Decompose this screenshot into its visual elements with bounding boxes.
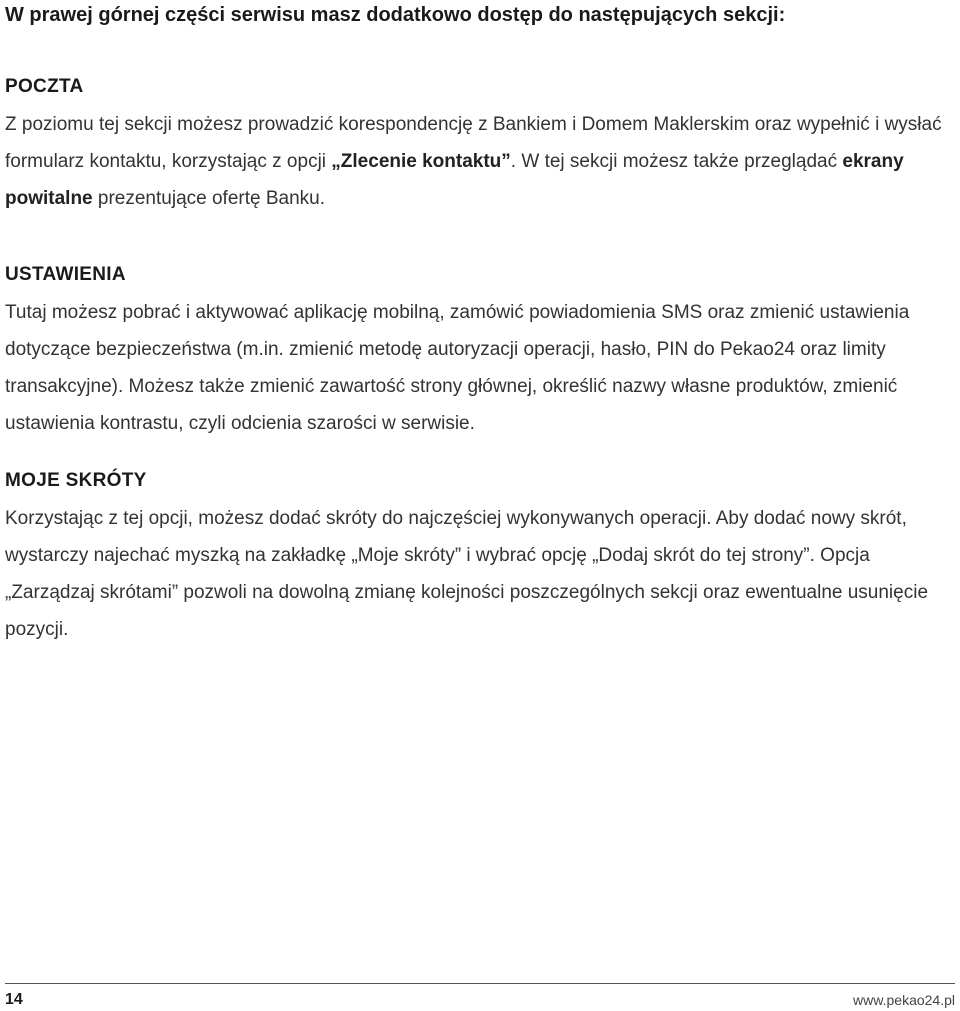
ekrany-powitalne-term: ekrany powitalne <box>5 151 904 209</box>
section-body-ustawienia: Tutaj możesz pobrać i aktywować aplikację mobilną, zamówić powiadomienia SMS oraz zmienić ustawienia dotyczące bezpieczeństwa (m.in. zmienić metodę autoryzacji operacji, hasło, PIN do Pekao24 oraz limity transakcyjne). Możesz także zmienić zawartość strony głównej, określić nazwy własne produktów, zmienić ustawienia kontrastu, czyli odcienia szarości w serwisie. <box>5 302 910 434</box>
section-poczta <box>5 76 945 217</box>
section-title-ustawienia: USTAWIENIA <box>5 264 126 285</box>
zlecenie-kontaktu-term: „Zlecenie kontaktu” <box>331 151 511 172</box>
page-number: 14 <box>5 991 23 1008</box>
poczta-text-1: Z poziomu tej sekcji możesz prowadzić korespondencję z Bankiem i Domem Maklerskim oraz wypełnić i wysłać formularz kontaktu, korzystając z opcji <box>5 114 942 172</box>
section-ustawienia <box>5 264 945 442</box>
poczta-text-2: . W tej sekcji możesz także przeglądać <box>510 151 843 172</box>
section-title-moje-skroty: MOJE SKRÓTY <box>5 470 147 491</box>
section-moje-skroty <box>5 470 945 648</box>
poczta-text-3: prezentujące ofertę Banku. <box>92 188 325 209</box>
section-title-poczta: POCZTA <box>5 76 84 97</box>
section-body-moje-skroty: Korzystając z tej opcji, możesz dodać skróty do najczęściej wykonywanych operacji. Aby dodać nowy skrót, wystarczy najechać myszką na zakładkę „Moje skróty” i wybrać opcję „Dodaj skrót do tej strony”. Opcja „Zarządzaj skrótami” pozwoli na dowolną zmianę kolejności poszczególnych sekcji oraz ewentualne usunięcie pozycji. <box>5 508 929 640</box>
footer-divider <box>5 983 955 984</box>
page-heading: W prawej górnej części serwisu masz dodatkowo dostęp do następujących sekcji: <box>5 4 786 26</box>
section-body-poczta <box>5 106 945 217</box>
footer-url: www.pekao24.pl <box>853 992 955 1008</box>
